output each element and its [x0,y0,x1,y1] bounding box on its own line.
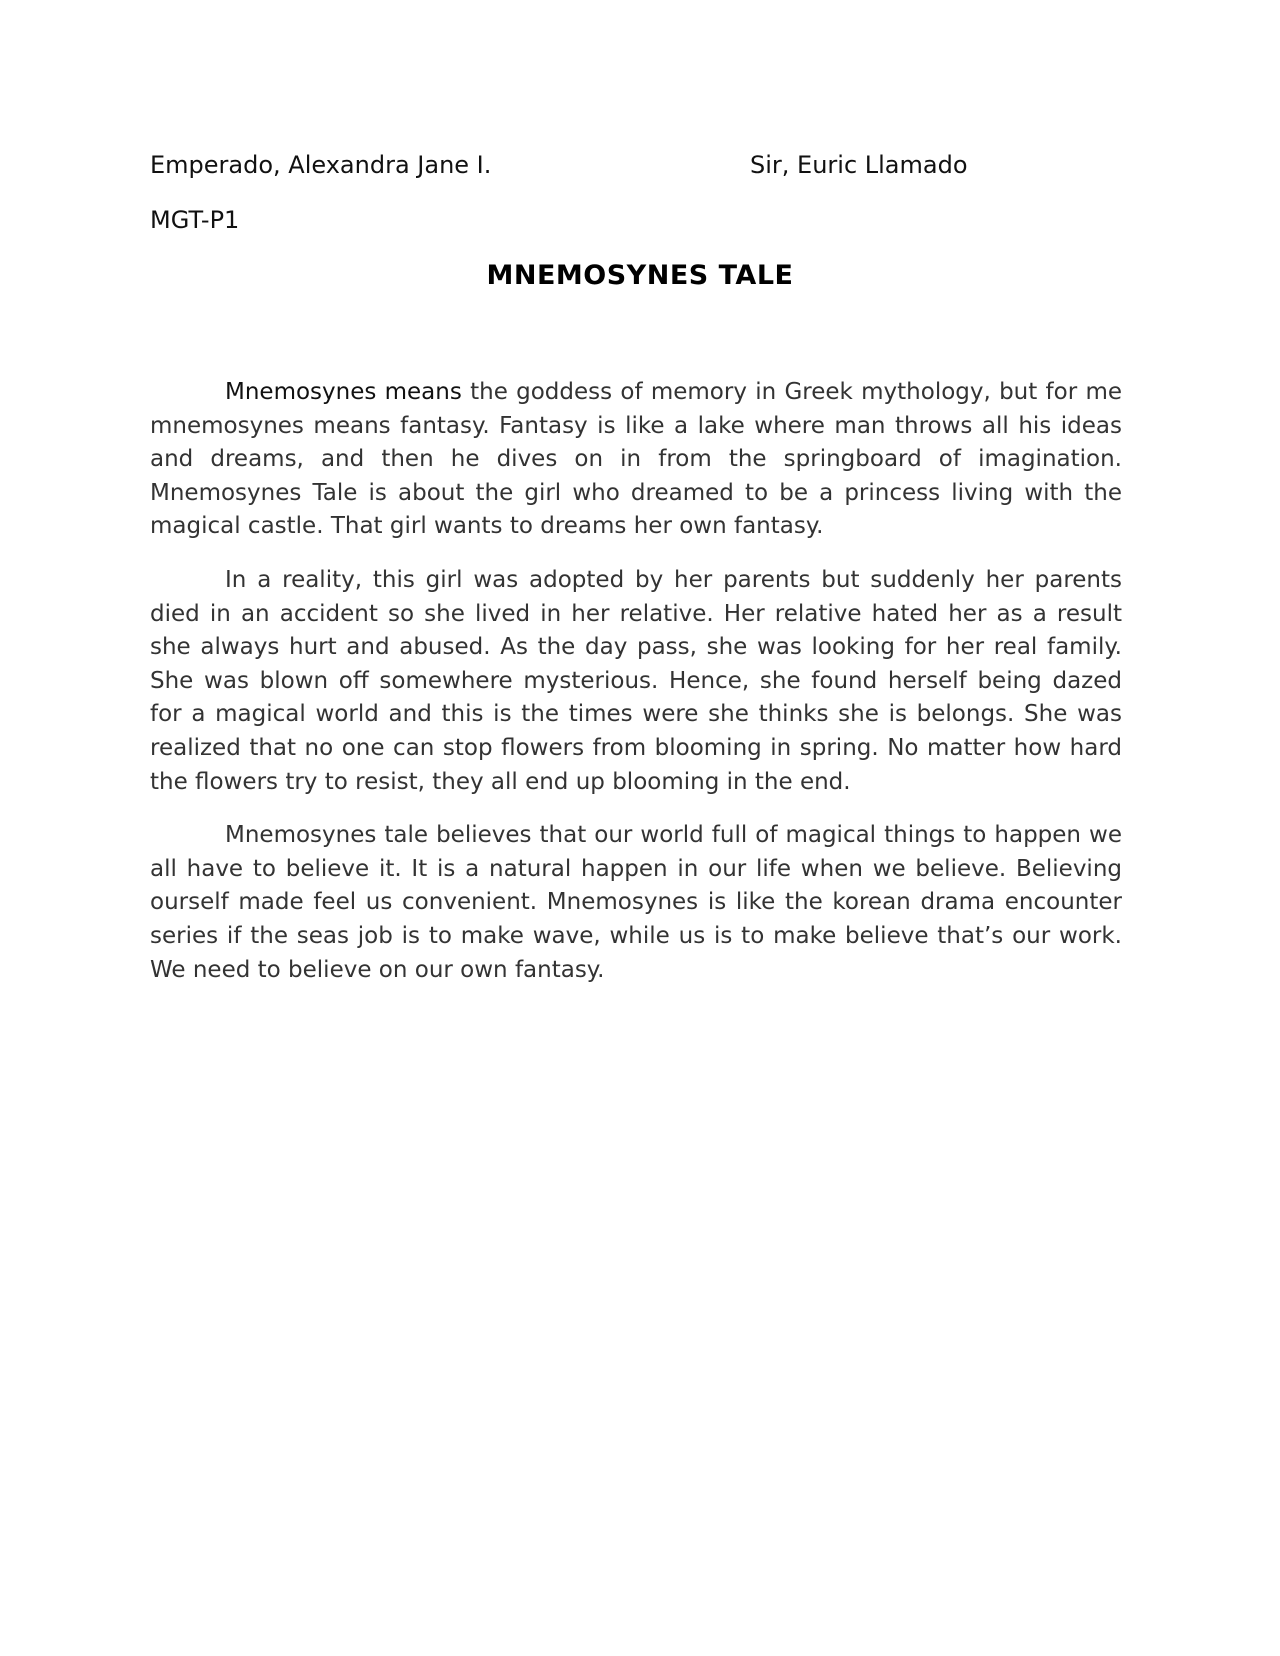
paragraph-2: In a reality, this girl was adopted by her parents but suddenly her parents died in an accident so she lived in her relative. Her relative hated her as a result she always hurt and abused. As the day pass, she was looking for her real family. She was blown off somewhere mysterious. Hence, she found herself being dazed for a magical world and this is the times were she thinks she is belongs. She was realized that no one can stop flowers from blooming in spring. No matter how hard the flowers try to resist, they all end up blooming in the end. [150,566,1122,795]
paragraph-1-lead: Mnemosynes means [225,379,462,405]
document-body [150,376,1122,1007]
student-name: Emperado, Alexandra Jane I. [150,151,492,179]
paragraph-1-text: the goddess of memory in Greek mythology, but for me mnemosynes means fantasy. Fantasy is like a lake where man throws all his ideas and dreams, and then he dives on in from the springboard of imagination. Mnemosynes Tale is about the girl who dreamed to be a princess living with the magical castle. That girl wants to dreams her own fantasy. [150,379,1123,540]
teacher-name: Sir, Euric Llamado [750,151,968,179]
document-title: MNEMOSYNES TALE [486,260,794,291]
paragraph-1 [150,376,1122,544]
paragraph-3: Mnemosynes tale believes that our world full of magical things to happen we all have to believe it. It is a natural happen in our life when we believe. Believing ourself made feel us convenient. Mnemosynes is like the korean drama encounter series if the seas job is to make wave, while us is to make believe that’s our work. We need to believe on our own fantasy. [150,822,1122,983]
section-code: MGT-P1 [150,206,240,234]
